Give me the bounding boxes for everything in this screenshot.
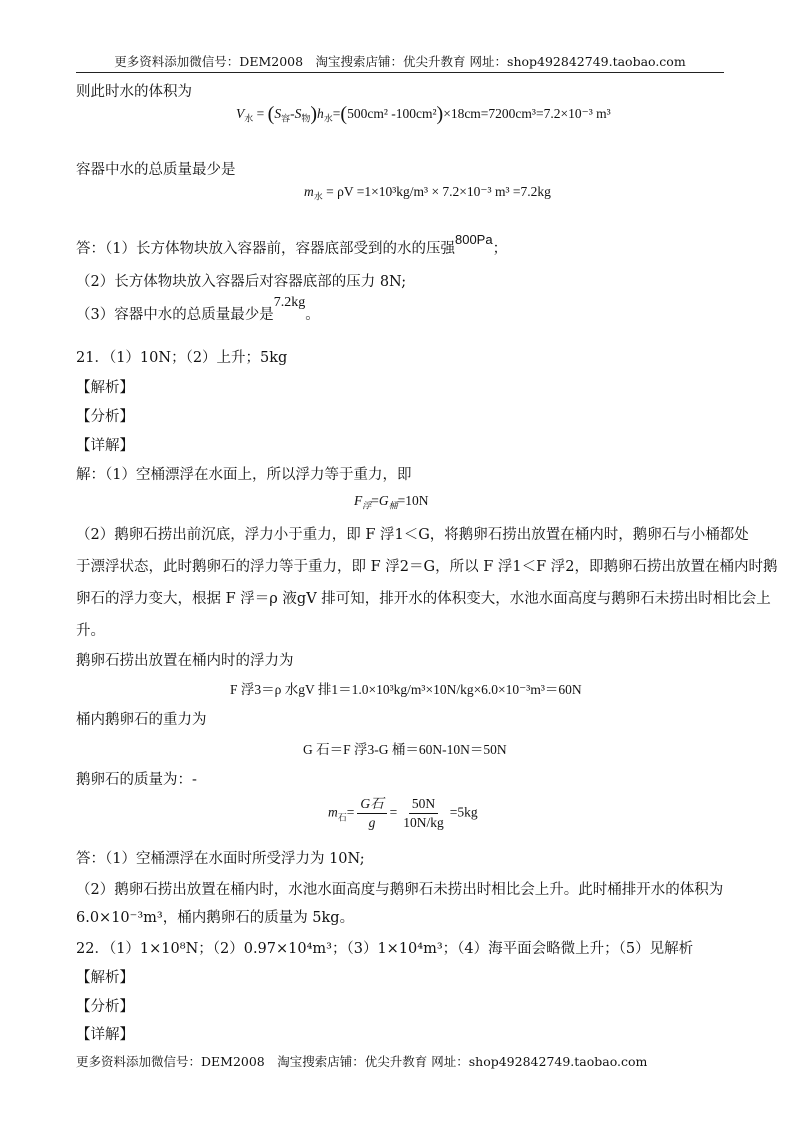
- q22-heading: 22．（1）1×10⁸N；（2）0.97×10⁴m³；（3）1×10⁴m³；（4）海平面会略微上升；（5）见解析: [76, 941, 694, 957]
- fraction-values: $\frac{50N}{10N/kg}$: [403, 796, 444, 830]
- mass-intro: 容器中水的总质量最少是: [76, 162, 236, 178]
- header-divider: [76, 72, 724, 73]
- buoyancy-intro: 鹅卵石捞出放置在桶内时的浮力为: [76, 653, 294, 669]
- q21-step-1: 解：（1）空桶漂浮在水面上，所以浮力等于重力，即: [76, 467, 412, 483]
- volume-symbol: V: [236, 106, 245, 121]
- page-header: 更多资料添加微信号：DEM2008 淘宝搜索店铺：优尖升教育 网址：shop492842749.taobao.com: [114, 54, 686, 69]
- weight-equation: G 石＝F 浮3-G 桶＝60N-10N＝50N: [303, 742, 507, 757]
- q21-xiangjie: 【详解】: [76, 438, 134, 454]
- q21-answer-2-line-1: （2）鹅卵石捞出放置在桶内时，水池水面高度与鹅卵石未捞出时相比会上升。此时桶排开水的体积为: [76, 882, 724, 898]
- volume-equation: $V_水 = (S_容-S_物)h_水=(500cm^2$ -100cm²)×18cm=7200cm³=7.2×10⁻³ m³: [236, 103, 611, 125]
- q22-jiexi: 【解析】: [76, 970, 134, 986]
- q22-xiangjie: 【详解】: [76, 1027, 134, 1043]
- q21-jiexi: 【解析】: [76, 380, 134, 396]
- volume-area-diff: 500cm² -100cm²: [347, 106, 437, 121]
- q21-step-2-line-3: 卵石的浮力变大，根据 F 浮＝ρ 液gV 排可知，排开水的体积变大，水池水面高度与鹅卵石未捞出时相比会上: [76, 591, 771, 607]
- q20-answer-1: 答：（1）长方体物块放入容器前，容器底部受到的水的压强800Pa；: [76, 232, 508, 257]
- page-footer: 更多资料添加微信号：DEM2008 淘宝搜索店铺：优尖升教育 网址：shop492842749.taobao.com: [76, 1054, 648, 1069]
- pressure-value: 800Pa: [454, 232, 493, 247]
- q21-answer-1: 答：（1）空桶漂浮在水面时所受浮力为 10N;: [76, 851, 365, 867]
- q22-fenxi: 【分析】: [76, 999, 134, 1015]
- water-mass-value: 7.2kg: [273, 295, 306, 310]
- q21-fenxi: 【分析】: [76, 409, 134, 425]
- q20-answer-2: （2）长方体物块放入容器后对容器底部的压力 8N;: [76, 274, 407, 290]
- stone-mass-intro: 鹅卵石的质量为：-: [76, 772, 197, 788]
- q21-step-2-line-2: 于漂浮状态，此时鹅卵石的浮力等于重力，即 F 浮2＝G，所以 F 浮1＜F 浮2，即鹅卵石捞出放置在桶内时鹅: [76, 559, 778, 575]
- fraction-weight-over-g: $\frac{\text{G石}}{g}$: [357, 796, 386, 831]
- q21-step-2-line-4: 升。: [76, 623, 105, 639]
- volume-result: ×18cm=7200cm³=7.2×10⁻³ m³: [443, 106, 611, 121]
- q21-step-2-line-1: （2）鹅卵石捞出前沉底，浮力小于重力，即 F 浮1＜G，将鹅卵石捞出放置在桶内时，鹅卵石与小桶都处: [76, 527, 749, 543]
- buoyancy-equation-1: $F_浮=G_桶=10N$: [354, 493, 429, 511]
- q21-heading: 21．（1）10N；（2）上升；5kg: [76, 350, 288, 366]
- volume-intro: 则此时水的体积为: [76, 84, 192, 100]
- q20-answer-3: （3）容器中水的总质量最少是7.2kg。: [76, 295, 320, 323]
- q21-answer-2-line-2: 6.0×10⁻³m³，桶内鹅卵石的质量为 5kg。: [76, 910, 355, 926]
- mass-equation: $m_水 = \rho V =1\times 10^3kg/m^3 \times 7.2\times 10^{-3}$ m³ =7.2kg: [304, 184, 551, 202]
- buoyancy-equation-2: F 浮3＝ρ 水gV 排1＝1.0×10³kg/m³×10N/kg×6.0×10⁻³m³＝60N: [230, 682, 582, 697]
- stone-mass-equation: $m_石=$ $\frac{\text{G石}}{g}$ = $\frac{50N}{10N/kg}$ =5kg: [328, 796, 478, 830]
- weight-intro: 桶内鹅卵石的重力为: [76, 712, 207, 728]
